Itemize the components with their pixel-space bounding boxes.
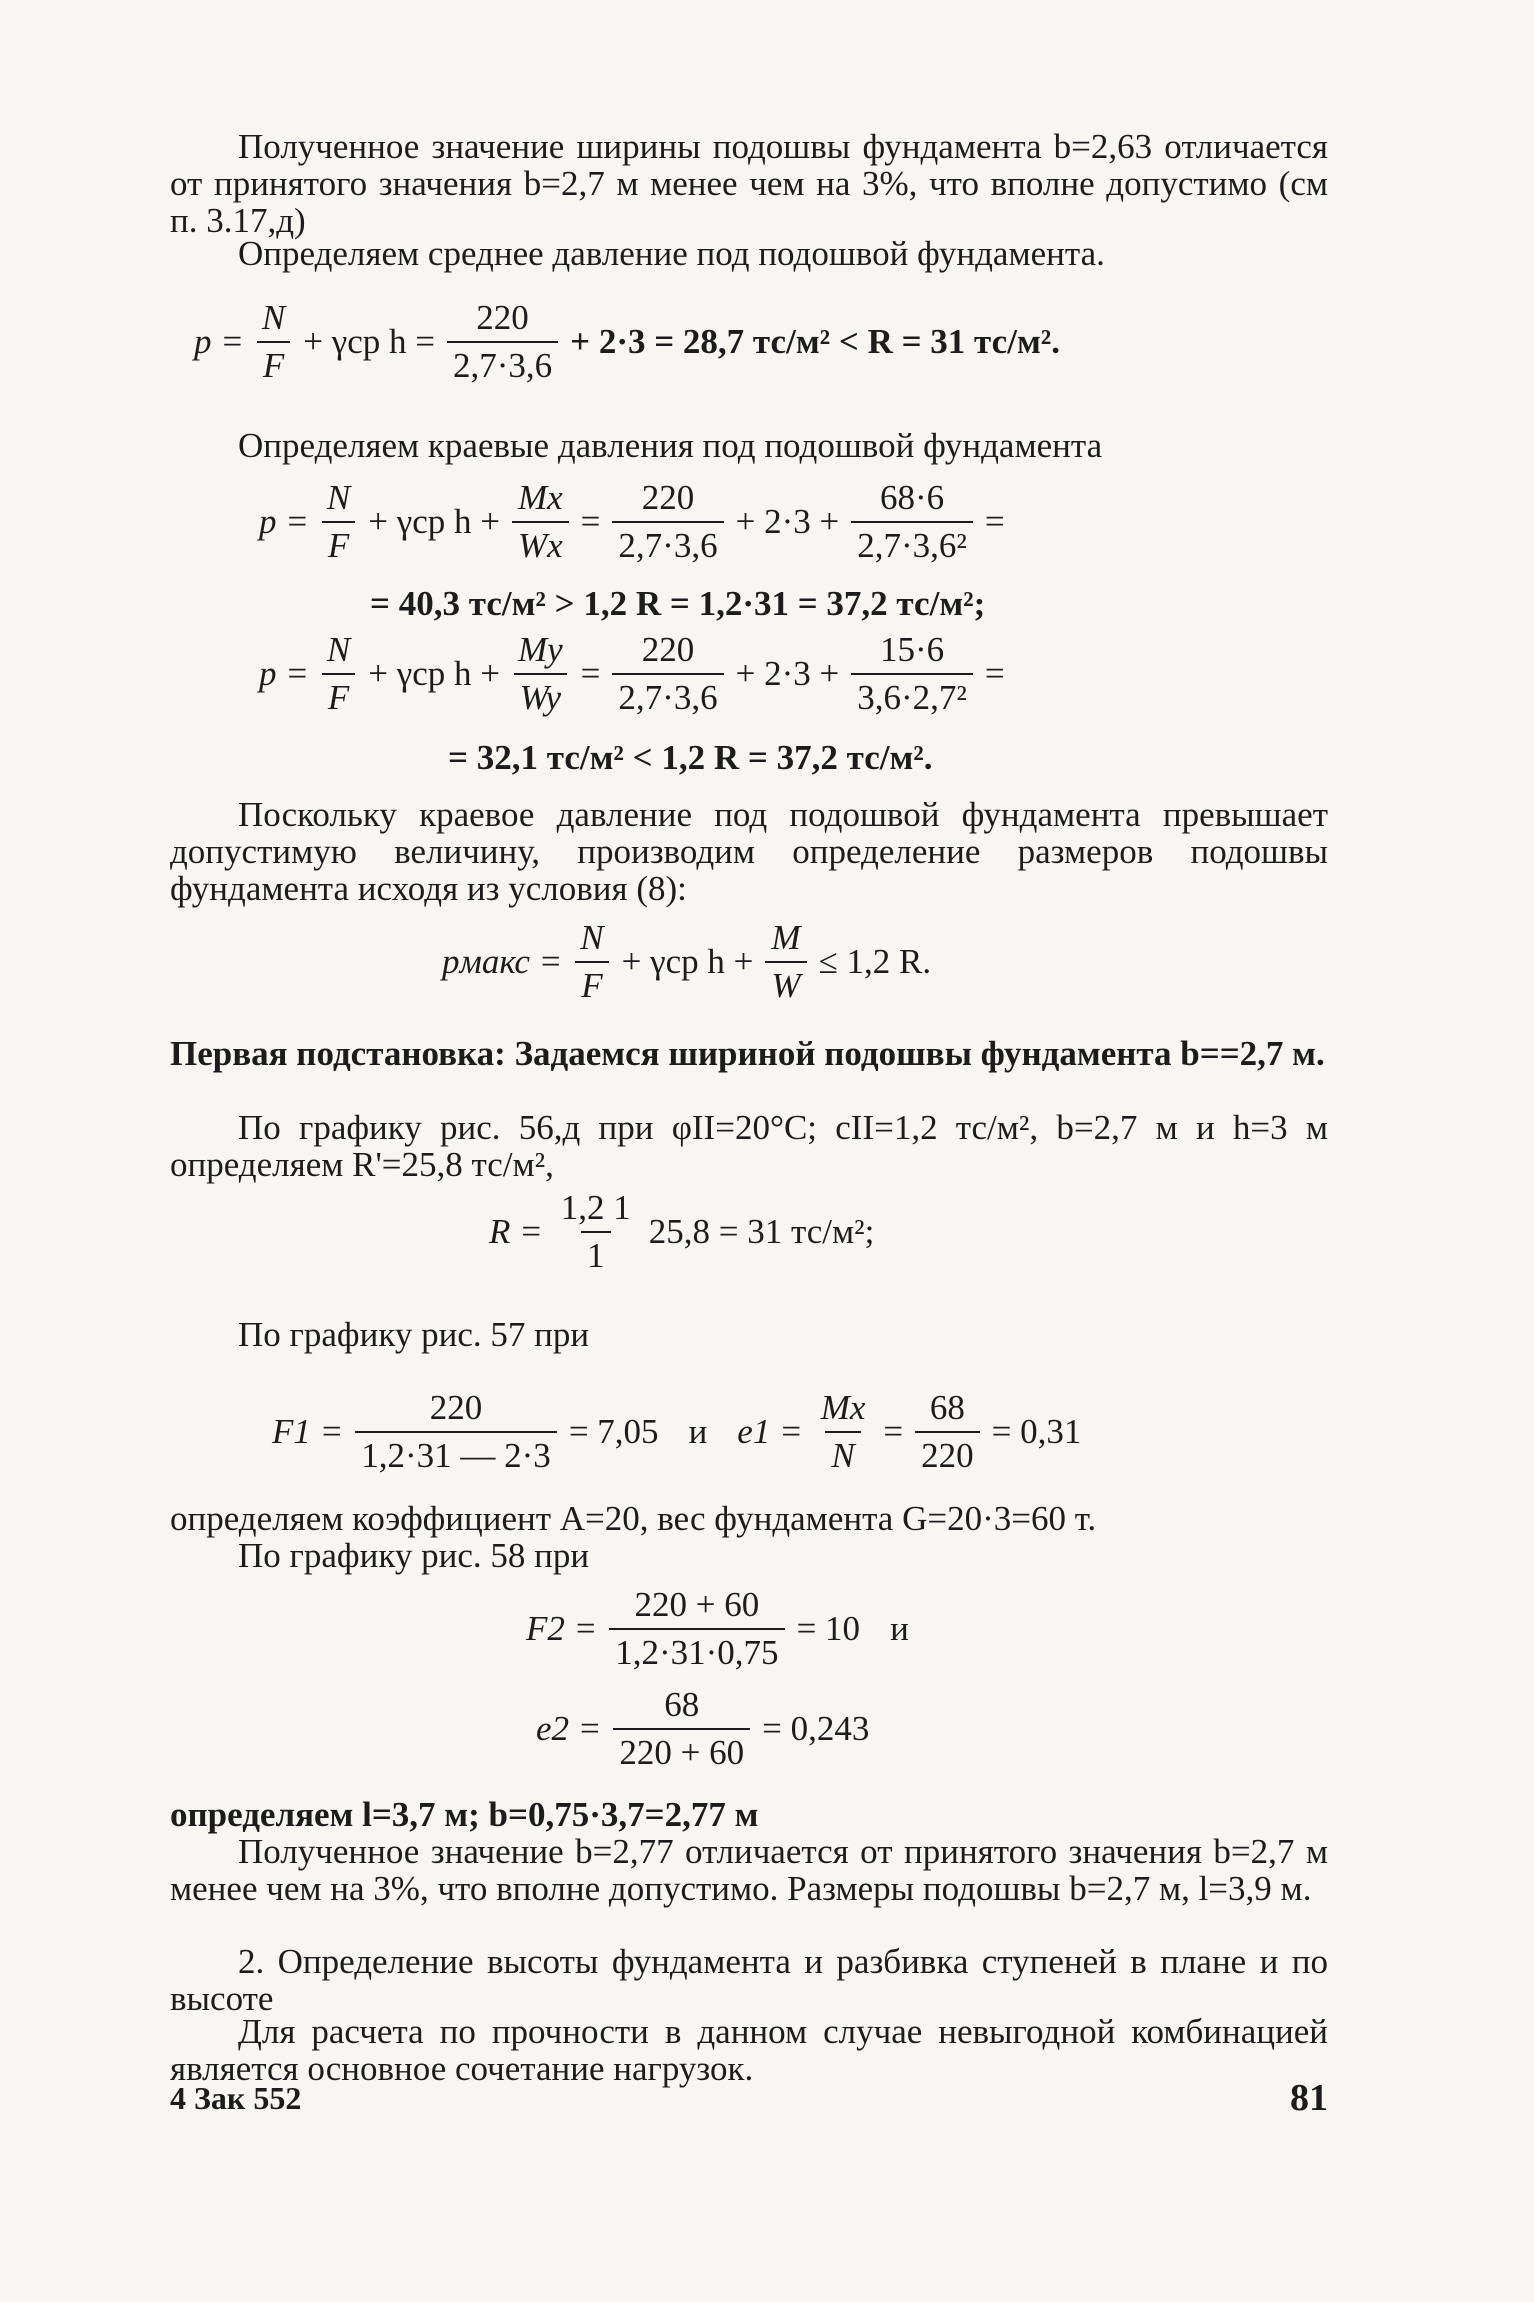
fraction-denominator: W — [765, 961, 806, 1006]
fraction-denominator: 1,2·31·0,75 — [609, 1628, 784, 1673]
eq-term: = 10 — [796, 1609, 861, 1648]
eq-term: + γср h + — [621, 942, 754, 981]
equation-edge-pressure-y — [255, 630, 1009, 718]
paragraph-load-combination: Для расчета по прочности в данном случае невыгодной комбинацией является основное сочетание нагрузок. — [170, 2012, 1328, 2088]
fraction-numerator: 220 — [641, 478, 695, 517]
fraction-denominator: Wy — [514, 673, 567, 718]
paragraph-graph-56: По графику рис. 56,д при φII=20°С; cII=1,2 тс/м², b=2,7 м и h=3 м определяем R'=25,8 тс/м², — [170, 1108, 1328, 1184]
eq-term: = — [984, 654, 1005, 693]
eq-term: 25,8 = 31 тс/м²; — [648, 1212, 875, 1251]
eq-lhs: pмакс = — [442, 942, 563, 981]
fraction-numerator: 220 + 60 — [634, 1585, 760, 1624]
equation-f2 — [522, 1585, 913, 1673]
fraction-denominator: Wx — [512, 521, 569, 566]
fraction-numerator: Mx — [517, 478, 563, 517]
fraction-n-over-f — [321, 478, 356, 566]
equation-f1-e1 — [268, 1388, 1085, 1476]
fraction-denominator: F — [575, 961, 608, 1006]
paragraph-graph-58: По графику рис. 58 при — [238, 1536, 590, 1575]
eq-term: ≤ 1,2 R. — [818, 942, 932, 981]
eq-term: = 0,31 — [991, 1412, 1082, 1451]
fraction-numerator: 68·6 — [879, 478, 945, 517]
paragraph-first-substitution: Первая подстановка: Задаемся шириной подошвы фундамента b==2,7 м. — [170, 1034, 1325, 1073]
fraction-value — [609, 1585, 784, 1673]
fraction-value — [355, 1388, 557, 1476]
eq-lhs: F2 = — [526, 1609, 598, 1648]
fraction-moment-y — [512, 630, 569, 718]
print-order-note: 4 Зак 552 — [170, 2080, 302, 2116]
fraction-denominator: F — [322, 673, 355, 718]
eq-term: = 7,05 — [568, 1412, 659, 1451]
fraction-numerator: 220 — [476, 298, 529, 337]
eq-conjunction: и — [890, 1609, 909, 1648]
fraction-numerator: 15·6 — [879, 630, 945, 669]
fraction-value — [447, 298, 558, 386]
fraction-value — [851, 630, 973, 718]
fraction-coefficient — [555, 1188, 637, 1276]
fraction-numerator: Mx — [820, 1388, 866, 1427]
equation-design-resistance — [485, 1188, 878, 1276]
fraction-denominator: 2,7·3,6 — [612, 521, 723, 566]
eq-term: + 2·3 + — [735, 502, 840, 541]
paragraph-final-dimensions: Полученное значение b=2,77 отличается от принятого значения b=2,7 м менее чем на 3%, что вполне допустимо. Размеры подошвы b=2,7 м, l=3,9 м. — [170, 1832, 1328, 1908]
eq-lhs: F1 = — [272, 1412, 344, 1451]
fraction-numerator: 220 — [641, 630, 695, 669]
fraction-denominator: 220 — [915, 1431, 980, 1476]
fraction-denominator: F — [322, 521, 355, 566]
eq-conjunction: и — [688, 1412, 708, 1451]
fraction-numerator: My — [517, 630, 563, 669]
fraction-denominator: 3,6·2,7² — [851, 673, 973, 718]
fraction-moment-x — [815, 1388, 872, 1476]
eq-term: + γср h + — [368, 502, 500, 541]
eq-lhs: R = — [489, 1212, 543, 1251]
fraction-numerator: N — [326, 630, 351, 669]
eq-term: = — [580, 654, 601, 693]
eq-lhs: p = — [194, 322, 244, 361]
fraction-value — [613, 1685, 750, 1773]
eq-term: + γср h + — [368, 654, 500, 693]
paragraph-mean-pressure: Определяем среднее давление под подошвой фундамента. — [238, 234, 1105, 273]
fraction-moment-x — [512, 478, 569, 566]
equation-edge-pressure-y-result: = 32,1 тс/м² < 1,2 R = 37,2 тс/м². — [448, 738, 933, 777]
paragraph-exceeds-limit: Поскольку краевое давление под подошвой фундамента превышает допустимую величину, производим определение размеров подошвы фундамента исходя из условия (8): — [170, 795, 1328, 908]
eq-term: + 2·3 = 28,7 тс/м² < R = 31 тс/м². — [570, 322, 1061, 361]
equation-e2 — [532, 1685, 873, 1773]
fraction-denominator: 220 + 60 — [613, 1728, 750, 1773]
eq-term: = — [580, 502, 601, 541]
equation-mean-pressure — [190, 298, 1064, 386]
fraction-n-over-f — [256, 298, 291, 386]
fraction-denominator: N — [825, 1431, 860, 1476]
equation-edge-pressure-x — [255, 478, 1009, 566]
fraction-numerator: N — [261, 298, 286, 337]
fraction-numerator: M — [771, 918, 801, 957]
equation-edge-pressure-x-result: = 40,3 тс/м² > 1,2 R = 1,2·31 = 37,2 тс/м²; — [370, 584, 986, 623]
paragraph-graph-57: По графику рис. 57 при — [238, 1315, 590, 1354]
fraction-denominator: 1,2·31 — 2·3 — [355, 1431, 557, 1476]
equation-max-pressure-condition — [438, 918, 935, 1006]
fraction-denominator: 2,7·3,6 — [612, 673, 723, 718]
fraction-n-over-f — [321, 630, 356, 718]
fraction-denominator: F — [257, 341, 290, 386]
paragraph-length-result: определяем l=3,7 м; b=0,75·3,7=2,77 м — [170, 1795, 759, 1834]
fraction-m-over-w — [765, 918, 806, 1006]
fraction-value — [612, 630, 723, 718]
eq-lhs: p = — [259, 502, 309, 541]
eq-term: + 2·3 + — [735, 654, 840, 693]
fraction-numerator: 220 — [429, 1388, 483, 1427]
paragraph-edge-pressures: Определяем краевые давления под подошвой фундамента — [238, 426, 1103, 465]
section-heading-height: 2. Определение высоты фундамента и разбивка ступеней в плане и по высоте — [170, 1942, 1328, 2018]
eq-term: = — [883, 1412, 904, 1451]
page-number: 81 — [1290, 2077, 1328, 2119]
eq-lhs: e1 = — [737, 1412, 803, 1451]
fraction-denominator: 1 — [581, 1231, 611, 1276]
fraction-numerator: 1,2 1 — [560, 1188, 631, 1227]
fraction-value — [915, 1388, 980, 1476]
fraction-numerator: N — [580, 918, 604, 957]
fraction-numerator: N — [326, 478, 351, 517]
fraction-n-over-f — [574, 918, 609, 1006]
eq-lhs: p = — [259, 654, 309, 693]
fraction-value — [851, 478, 973, 566]
eq-term: + γср h = — [303, 322, 435, 361]
eq-term: = 0,243 — [762, 1709, 870, 1748]
fraction-numerator: 68 — [929, 1388, 965, 1427]
paragraph-coefficient-a: определяем коэффициент A=20, вес фундамента G=20·3=60 т. — [170, 1499, 1097, 1538]
fraction-denominator: 2,7·3,6² — [851, 521, 973, 566]
fraction-value — [612, 478, 723, 566]
fraction-denominator: 2,7·3,6 — [447, 341, 558, 386]
fraction-numerator: 68 — [664, 1685, 700, 1724]
paragraph-width-check: Полученное значение ширины подошвы фундамента b=2,63 отличается от принятого значения b=2,7 м менее чем на 3%, что вполне допустимо (см п. 3.17,д) — [170, 127, 1328, 240]
eq-term: = — [984, 502, 1005, 541]
eq-lhs: e2 = — [536, 1709, 602, 1748]
